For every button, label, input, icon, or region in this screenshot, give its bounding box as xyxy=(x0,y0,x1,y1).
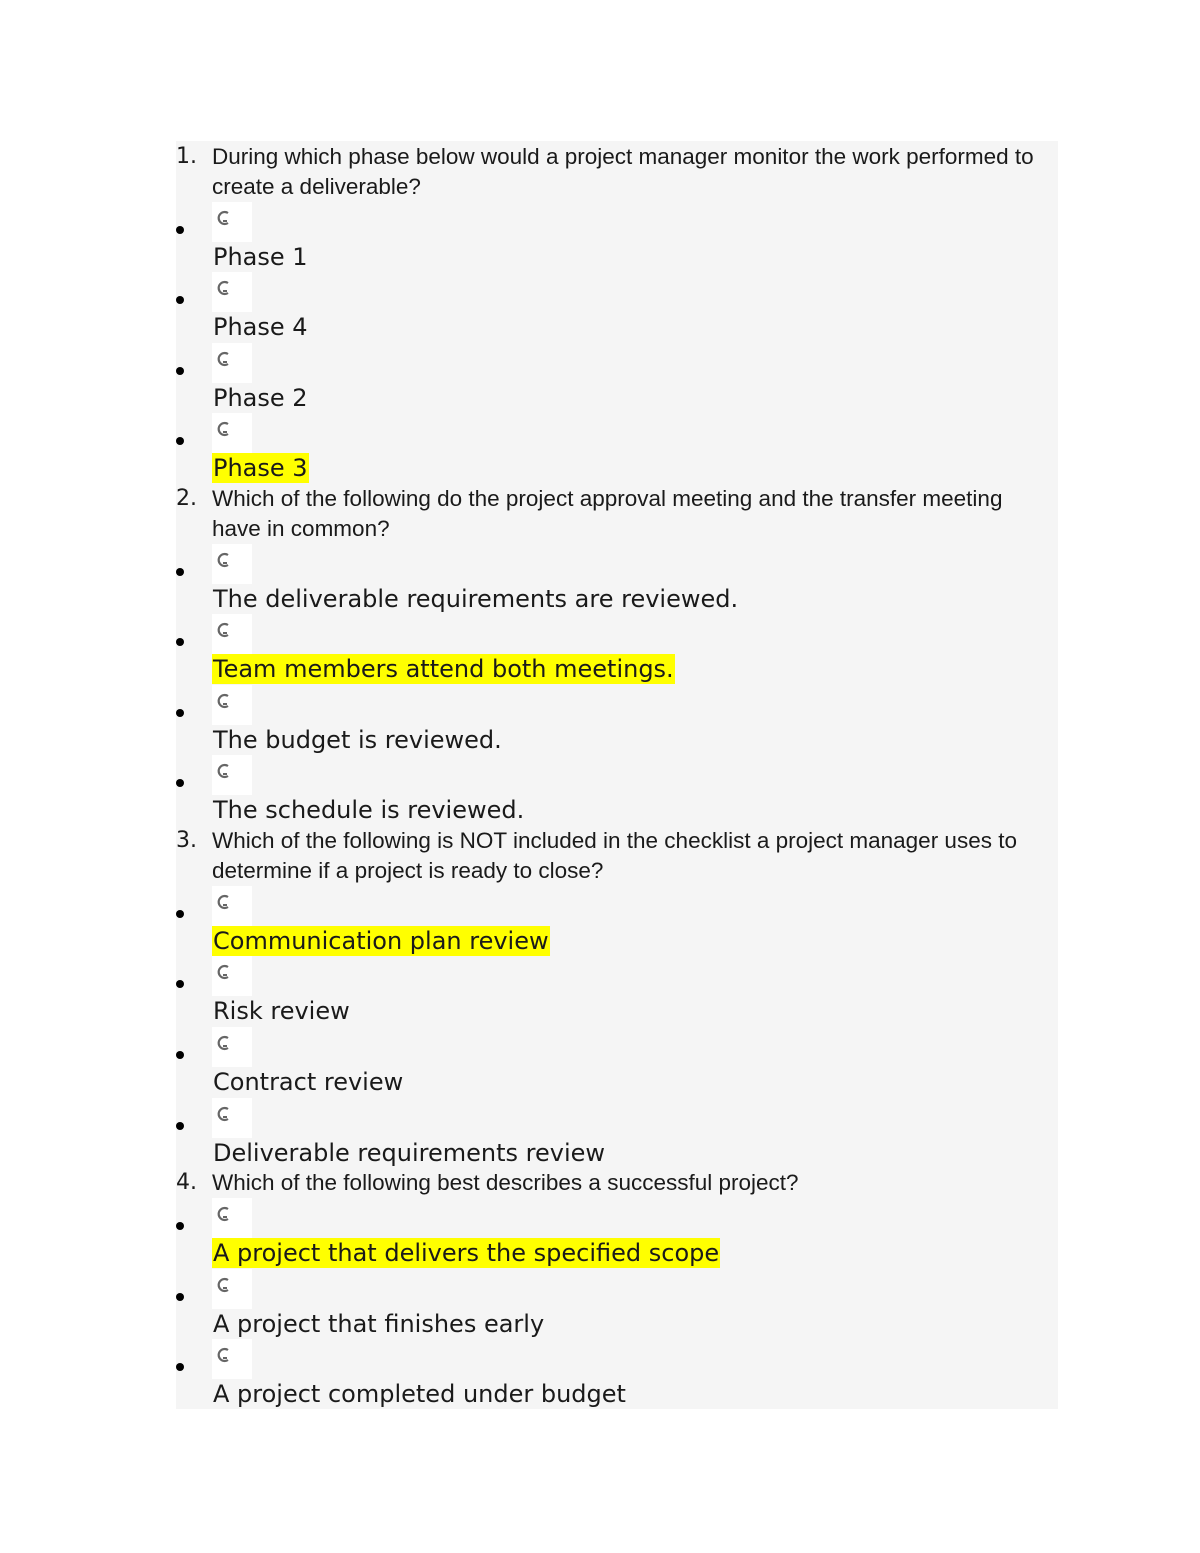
bullet-icon xyxy=(176,709,184,717)
radio-loading-icon xyxy=(214,1345,234,1365)
option-label: A project that finishes early xyxy=(213,1310,545,1338)
bullet-icon xyxy=(176,910,184,918)
option-label-highlighted: A project that delivers the specified scope xyxy=(213,1239,720,1267)
radio-button[interactable] xyxy=(212,272,252,312)
option-item xyxy=(176,343,1056,413)
radio-button[interactable] xyxy=(212,1339,252,1379)
option-label: Phase 2 xyxy=(213,384,308,412)
bullet-icon xyxy=(176,980,184,988)
question-number: 2. xyxy=(176,486,197,511)
bullet-icon xyxy=(176,779,184,787)
option-label: The deliverable requirements are reviewed. xyxy=(213,585,739,613)
bullet-icon xyxy=(176,1222,184,1230)
bullet-icon xyxy=(176,1293,184,1301)
option-label: The budget is reviewed. xyxy=(213,726,502,754)
option-label: A project completed under budget xyxy=(213,1380,626,1408)
radio-button[interactable] xyxy=(212,1098,252,1138)
bullet-icon xyxy=(176,638,184,646)
bullet-icon xyxy=(176,568,184,576)
bullet-icon xyxy=(176,226,184,234)
option-item xyxy=(176,1098,1056,1168)
option-label: Risk review xyxy=(213,997,350,1025)
radio-button[interactable] xyxy=(212,413,252,453)
radio-loading-icon xyxy=(214,1275,234,1295)
radio-button[interactable] xyxy=(212,755,252,795)
radio-loading-icon xyxy=(214,761,234,781)
radio-button[interactable] xyxy=(212,614,252,654)
option-item xyxy=(176,685,1056,755)
radio-button[interactable] xyxy=(212,343,252,383)
option-item xyxy=(176,544,1056,614)
radio-loading-icon xyxy=(214,1104,234,1124)
option-item xyxy=(176,886,1056,956)
radio-loading-icon xyxy=(214,419,234,439)
question-number: 1. xyxy=(176,144,197,169)
radio-button[interactable] xyxy=(212,1027,252,1067)
radio-loading-icon xyxy=(214,962,234,982)
option-label-highlighted: Phase 3 xyxy=(213,454,308,482)
option-item xyxy=(176,1339,1056,1409)
radio-loading-icon xyxy=(214,550,234,570)
option-label: The schedule is reviewed. xyxy=(213,796,525,824)
option-item xyxy=(176,614,1056,684)
bullet-icon xyxy=(176,1122,184,1130)
bullet-icon xyxy=(176,437,184,445)
question-number: 4. xyxy=(176,1170,197,1195)
radio-button[interactable] xyxy=(212,886,252,926)
bullet-icon xyxy=(176,296,184,304)
radio-loading-icon xyxy=(214,1033,234,1053)
option-item xyxy=(176,956,1056,1026)
radio-button[interactable] xyxy=(212,544,252,584)
bullet-icon xyxy=(176,1051,184,1059)
option-label: Phase 1 xyxy=(213,243,308,271)
radio-loading-icon xyxy=(214,1204,234,1224)
question-number: 3. xyxy=(176,828,197,853)
question-text: During which phase below would a project manager monitor the work performed to create a deliverable? xyxy=(212,144,1034,199)
bullet-icon xyxy=(176,1363,184,1371)
radio-loading-icon xyxy=(214,278,234,298)
option-item xyxy=(176,272,1056,342)
radio-button[interactable] xyxy=(212,956,252,996)
radio-button[interactable] xyxy=(212,1269,252,1309)
option-label-highlighted: Team members attend both meetings. xyxy=(213,655,674,683)
option-item xyxy=(176,1027,1056,1097)
option-label-highlighted: Communication plan review xyxy=(213,927,549,955)
option-label: Contract review xyxy=(213,1068,404,1096)
radio-loading-icon xyxy=(214,208,234,228)
option-label: Phase 4 xyxy=(213,313,308,341)
radio-button[interactable] xyxy=(212,202,252,242)
option-item xyxy=(176,202,1056,272)
bullet-icon xyxy=(176,367,184,375)
option-label: Deliverable requirements review xyxy=(213,1139,606,1167)
radio-loading-icon xyxy=(214,691,234,711)
question-text: Which of the following is NOT included in the checklist a project manager uses to determine if a project is ready to close? xyxy=(212,828,1017,883)
radio-loading-icon xyxy=(214,349,234,369)
option-item xyxy=(176,413,1056,483)
option-item xyxy=(176,1198,1056,1268)
radio-loading-icon xyxy=(214,620,234,640)
question-text: Which of the following do the project approval meeting and the transfer meeting have in common? xyxy=(212,486,1003,541)
option-item xyxy=(176,1269,1056,1339)
radio-button[interactable] xyxy=(212,1198,252,1238)
radio-loading-icon xyxy=(214,892,234,912)
question-text: Which of the following best describes a successful project? xyxy=(212,1170,799,1195)
radio-button[interactable] xyxy=(212,685,252,725)
option-item xyxy=(176,755,1056,825)
